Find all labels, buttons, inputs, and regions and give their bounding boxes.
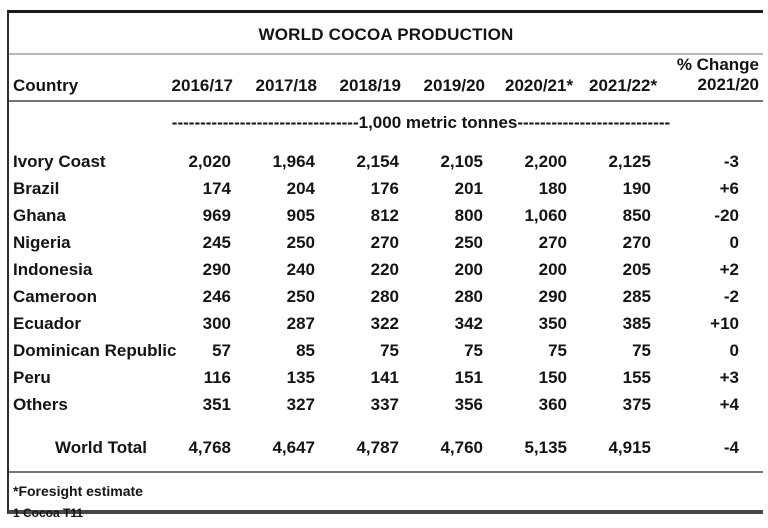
- units-row: [9, 101, 763, 149]
- cell-value: 4,647: [253, 419, 337, 472]
- pct-change-value: -4: [673, 419, 763, 472]
- col-header-2021-22: 2021/22*: [589, 55, 673, 101]
- table-row: [9, 392, 763, 419]
- footnotes: [9, 473, 763, 520]
- col-header-2020-21: 2020/21*: [505, 55, 589, 101]
- pct-change-value: 0: [729, 233, 739, 253]
- pct-change-value: +3: [719, 368, 739, 388]
- cell-value: 2,020: [188, 152, 231, 172]
- table-row: [9, 203, 763, 230]
- cell-value: 190: [622, 179, 651, 199]
- country-label: Brazil: [13, 179, 60, 199]
- country-label: Others: [13, 395, 68, 415]
- cell-value: 385: [622, 314, 651, 334]
- cell-value: 75: [380, 341, 399, 361]
- world-total-row: [9, 419, 763, 472]
- cell-value: 290: [202, 260, 231, 280]
- cell-value: 200: [454, 260, 483, 280]
- country-label: Ghana: [13, 206, 66, 226]
- cell-value: 141: [370, 368, 399, 388]
- pct-change-value: -2: [723, 287, 739, 307]
- pct-change-label-line1: % Change: [676, 55, 759, 74]
- cell-value: 270: [370, 233, 399, 253]
- cell-value: 5,135: [505, 419, 589, 472]
- page-title: WORLD COCOA PRODUCTION: [9, 13, 763, 55]
- country-label: Peru: [13, 368, 51, 388]
- country-label: Indonesia: [13, 260, 93, 280]
- cell-value: 350: [538, 314, 567, 334]
- cell-value: 155: [622, 368, 651, 388]
- col-header-2017-18: 2017/18: [253, 55, 337, 101]
- cell-value: 250: [454, 233, 483, 253]
- table-row: [9, 176, 763, 203]
- cell-value: 240: [286, 260, 315, 280]
- col-header-2016-17: 2016/17: [169, 55, 253, 101]
- cell-value: 2,154: [356, 152, 399, 172]
- cell-value: 812: [370, 206, 399, 226]
- cell-value: 285: [622, 287, 651, 307]
- cell-value: 1,060: [524, 206, 567, 226]
- cell-value: 135: [286, 368, 315, 388]
- world-total-label: World Total: [9, 419, 169, 472]
- cell-value: 850: [622, 206, 651, 226]
- pct-change-value: -3: [723, 152, 739, 172]
- cell-value: 905: [286, 206, 315, 226]
- col-header-pct-change: [673, 55, 763, 101]
- cell-value: 327: [286, 395, 315, 415]
- cell-value: 57: [212, 341, 231, 361]
- table-row: [9, 257, 763, 284]
- pct-change-value: +4: [719, 395, 739, 415]
- cell-value: 116: [203, 368, 231, 388]
- country-label: Nigeria: [13, 233, 71, 253]
- country-label: Dominican Republic: [13, 341, 177, 361]
- cell-value: 270: [538, 233, 567, 253]
- cell-value: 176: [370, 179, 399, 199]
- cell-value: 2,105: [440, 152, 483, 172]
- cell-value: 250: [286, 233, 315, 253]
- cocoa-table-frame: [7, 10, 763, 520]
- cell-value: 270: [622, 233, 651, 253]
- pct-change-value: -20: [714, 206, 739, 226]
- cell-value: 180: [538, 179, 567, 199]
- cell-value: 205: [622, 260, 651, 280]
- cell-value: 280: [454, 287, 483, 307]
- cell-value: 290: [538, 287, 567, 307]
- footnote-foresight-estimate: *Foresight estimate: [13, 482, 143, 499]
- cell-value: 245: [202, 233, 231, 253]
- table-row: [9, 365, 763, 392]
- cell-value: 151: [454, 368, 483, 388]
- header-row: [9, 55, 763, 101]
- table-row: [9, 338, 763, 365]
- cell-value: 246: [202, 287, 231, 307]
- pct-change-value: 0: [729, 341, 739, 361]
- cell-value: 4,787: [337, 419, 421, 472]
- cell-value: 342: [454, 314, 483, 334]
- table-row: [9, 284, 763, 311]
- cell-value: 2,125: [608, 152, 651, 172]
- table-row: [9, 149, 763, 176]
- cell-value: 220: [370, 260, 399, 280]
- col-header-2018-19: 2018/19: [337, 55, 421, 101]
- country-label: Ivory Coast: [13, 152, 106, 172]
- pct-change-label-line2: 2021/20: [697, 75, 759, 95]
- cell-value: 969: [202, 206, 231, 226]
- cell-value: 1,964: [272, 152, 315, 172]
- cell-value: 337: [370, 395, 399, 415]
- cell-value: 204: [286, 179, 315, 199]
- cell-value: 360: [538, 395, 567, 415]
- cell-value: 85: [296, 341, 315, 361]
- cell-value: 200: [538, 260, 567, 280]
- cell-value: 2,200: [524, 152, 567, 172]
- country-label: Ecuador: [13, 314, 82, 334]
- cell-value: 75: [548, 341, 567, 361]
- footnote-source: 1 Cocoa T11: [13, 505, 84, 520]
- col-header-country: Country: [9, 55, 169, 101]
- units-label: ---------------------------------1,000 metric tonnes---------------------------: [171, 113, 671, 133]
- cell-value: 287: [286, 314, 315, 334]
- table-row: [9, 311, 763, 338]
- cell-value: 4,760: [421, 419, 505, 472]
- cell-value: 300: [202, 314, 231, 334]
- cell-value: 4,915: [589, 419, 673, 472]
- cell-value: 75: [632, 341, 651, 361]
- cell-value: 250: [286, 287, 315, 307]
- cell-value: 280: [370, 287, 399, 307]
- table-row: [9, 230, 763, 257]
- cell-value: 356: [454, 395, 483, 415]
- cell-value: 201: [454, 179, 483, 199]
- cell-value: 174: [202, 179, 231, 199]
- pct-change-value: +2: [719, 260, 739, 280]
- cell-value: 4,768: [169, 419, 253, 472]
- country-label: Cameroon: [13, 287, 98, 307]
- col-header-2019-20: 2019/20: [421, 55, 505, 101]
- pct-change-value: +10: [710, 314, 739, 334]
- cell-value: 375: [622, 395, 651, 415]
- pct-change-value: +6: [719, 179, 739, 199]
- cell-value: 800: [454, 206, 483, 226]
- cell-value: 351: [202, 395, 231, 415]
- cell-value: 75: [464, 341, 483, 361]
- cell-value: 322: [370, 314, 399, 334]
- cell-value: 150: [538, 368, 567, 388]
- cocoa-production-table: [9, 55, 763, 473]
